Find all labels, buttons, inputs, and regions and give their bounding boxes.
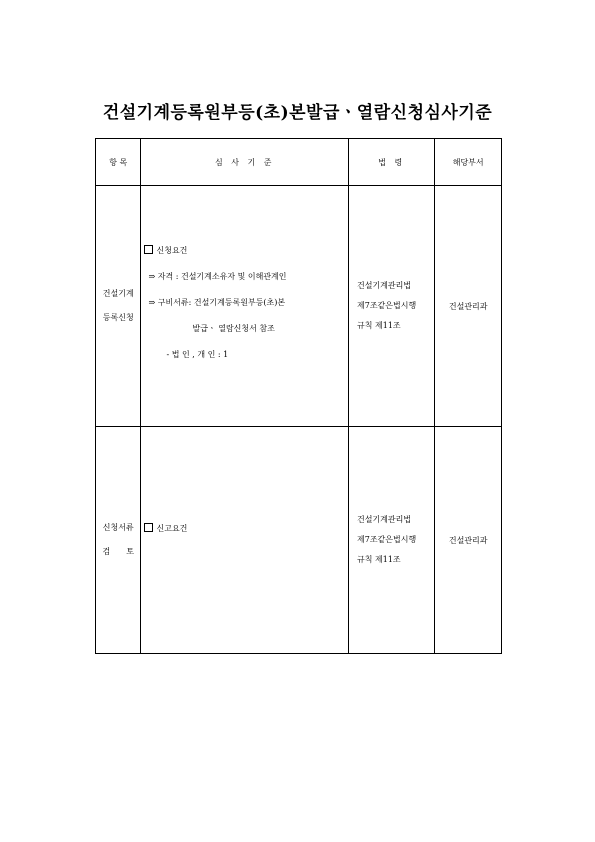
row-item-line: 검 토	[102, 547, 134, 556]
law-line: 건설기계관리법	[357, 515, 412, 524]
row-law-cell	[349, 186, 435, 427]
review-criteria-table	[95, 138, 502, 654]
header-dept: 해당부서	[435, 139, 502, 186]
row-dept-cell: 건설관리과	[435, 186, 502, 427]
law-line: 제7조같은법시행	[357, 535, 417, 544]
criteria-line: ⇒ 자격 : 건설기계소유자 및 이해관계인	[148, 271, 287, 281]
criteria-line: ⇒ 구비서류: 건설기계등록원부등(초)본	[148, 297, 286, 307]
law-line: 규칙 제11조	[357, 555, 401, 564]
checkbox-square-icon	[144, 245, 153, 254]
row-item-line: 건설기계	[102, 289, 134, 298]
criteria-heading	[144, 522, 348, 535]
table-row	[96, 427, 502, 654]
law-line: 건설기계관리법	[357, 281, 412, 290]
row-item-cell	[96, 186, 141, 427]
header-item: 항 목	[96, 139, 141, 186]
criteria-line: - 법 인 , 개 인 : 1	[166, 349, 229, 359]
criteria-heading-label: 신고요건	[156, 524, 188, 533]
row-item-line: 등록신청	[102, 313, 134, 322]
row-item-line: 신청서류	[102, 523, 134, 532]
checkbox-square-icon	[144, 523, 153, 532]
header-law: 법 령	[349, 139, 435, 186]
row-law-cell	[349, 427, 435, 654]
criteria-heading	[144, 244, 348, 257]
row-criteria-cell	[141, 427, 349, 654]
row-dept-cell: 건설관리과	[435, 427, 502, 654]
criteria-heading-label: 신청요건	[156, 245, 188, 255]
criteria-line: 발급ㆍ 열람신청서 참조	[192, 323, 275, 333]
law-line: 규칙 제11조	[357, 321, 401, 330]
page-title: 건설기계등록원부등(초)본발급ㆍ열람신청심사기준	[102, 103, 493, 123]
table-row	[96, 186, 502, 427]
table-header-row	[96, 139, 502, 186]
law-line: 제7조같은법시행	[357, 301, 417, 310]
header-criteria: 심 사 기 준	[141, 139, 349, 186]
row-criteria-cell	[141, 186, 349, 427]
row-item-cell	[96, 427, 141, 654]
